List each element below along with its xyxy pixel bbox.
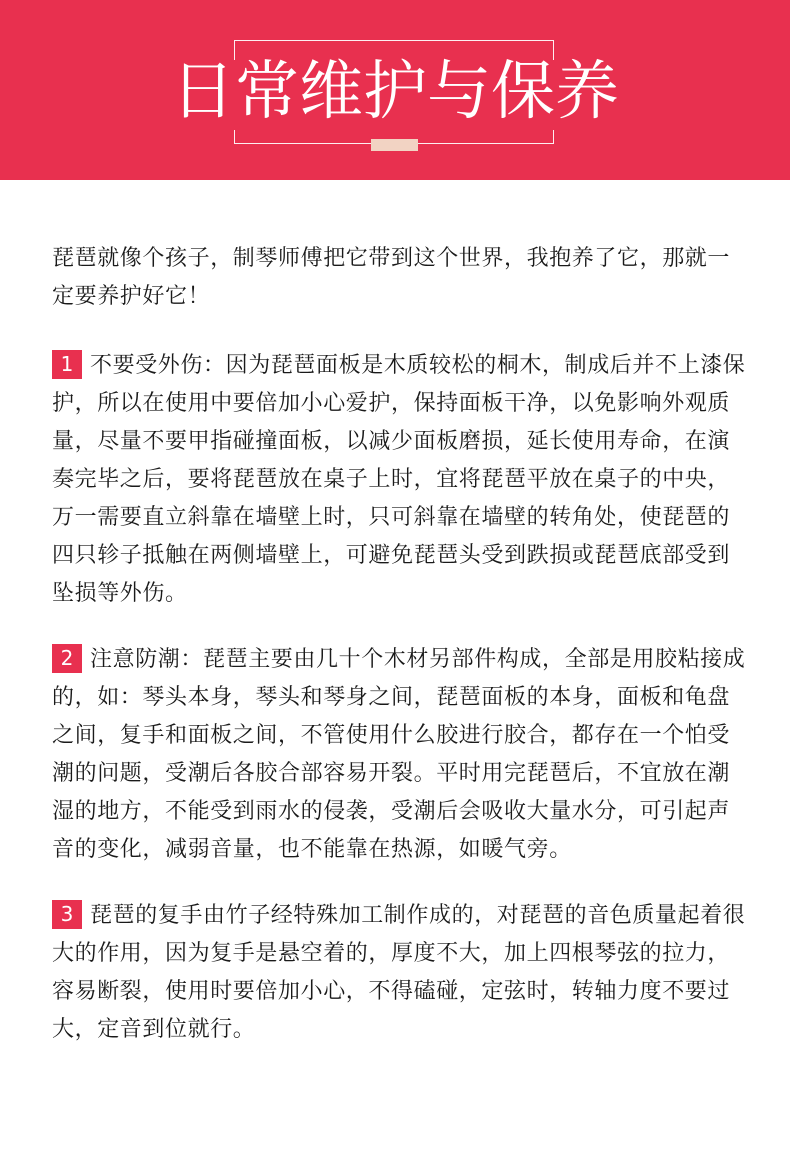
section-text: 琵琶的复手由竹子经特殊加工制作成的，对琵琶的音色质量起着很大的作用，因为复手是悬空着的，厚度不大，加上四根琴弦的拉力，容易断裂，使用时要倍加小心，不得磕碰，定弦时，转轴力度不要过大，定音到位就行。 xyxy=(52,903,746,1042)
title-accent-bar xyxy=(371,139,418,151)
section-number-badge: 3 xyxy=(52,900,82,929)
header-banner xyxy=(0,0,790,180)
section-text: 注意防潮：琵琶主要由几十个木材另部件构成，全部是用胶粘接成的，如：琴头本身，琴头和琴身之间，琵琶面板的本身，面板和龟盘之间，复手和面板之间，不管使用什么胶进行胶合，都存在一个怕受潮的问题，受潮后各胶合部容易开裂。平时用完琵琶后，不宜放在潮湿的地方，不能受到雨水的侵袭，受潮后会吸收大量水分，可引起声音的变化，减弱音量，也不能靠在热源，如暖气旁。 xyxy=(52,647,746,862)
section-number-badge: 1 xyxy=(52,350,82,379)
section-2 xyxy=(52,641,752,869)
section-3 xyxy=(52,897,752,1049)
page-title: 日常维护与保养 xyxy=(171,55,619,129)
article-body xyxy=(52,240,752,1077)
section-1 xyxy=(52,347,752,613)
section-text: 不要受外伤：因为琵琶面板是木质较松的桐木，制成后并不上漆保护，所以在使用中要倍加小心爱护，保持面板干净，以免影响外观质量，尽量不要甲指碰撞面板，以减少面板磨损，延长使用寿命，在演奏完毕之后，要将琵琶放在桌子上时，宜将琵琶平放在桌子的中央，万一需要直立斜靠在墙壁上时，只可斜靠在墙壁的转角处，使琵琶的四只轸子抵触在两侧墙壁上，可避免琵琶头受到跌损或琵琶底部受到坠损等外伤。 xyxy=(52,353,746,606)
section-number-badge: 2 xyxy=(52,644,82,673)
intro-paragraph: 琵琶就像个孩子，制琴师傅把它带到这个世界，我抱养了它，那就一定要养护好它！ xyxy=(52,246,731,309)
